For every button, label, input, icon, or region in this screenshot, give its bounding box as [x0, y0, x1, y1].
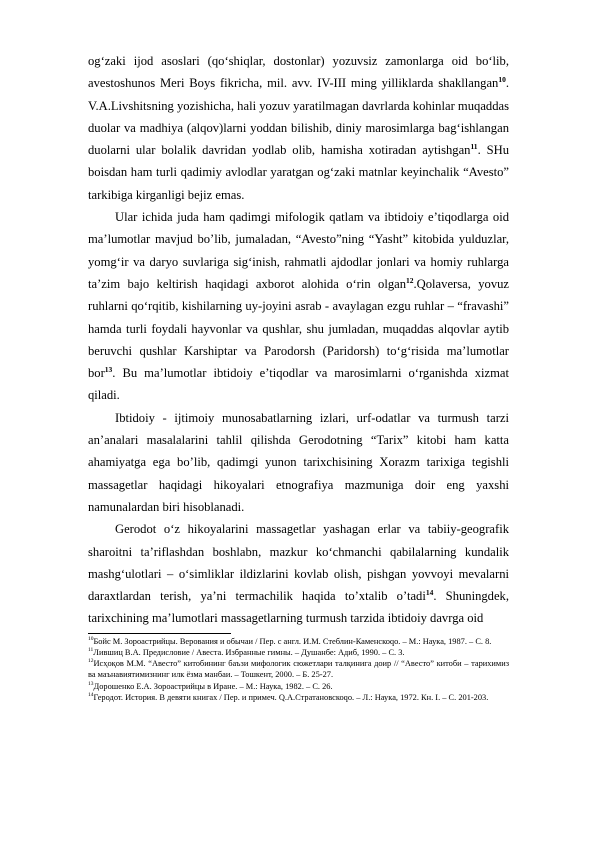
text-run: Ular ichida juda ham qadimgi mifologik qatlam va ibtidoiy e’tiqodlarga oid ma’lumotlar mavjud bo’lib, jumaladan, “Avesto”ning “Yasht” kitobida yulduzlar, yomg‘ir va daryo suvlariga sig‘inish, rahmatli ajdodlar jonlari va homiy ruhlarga ta’zim bajo keltirish haqidagi axborot alohida o‘rin olgan	[88, 210, 509, 291]
paragraph	[88, 50, 509, 206]
footnote-text: Бойс М. Зороастрийцы. Верования и обычаи / Пер. с англ. И.М. Стеблин-Каменскоqo. – М.: Наука, 1987. – С. 8.	[93, 636, 492, 646]
footnote-number: 11	[88, 647, 94, 654]
paragraph	[88, 518, 509, 629]
footnote	[88, 636, 509, 647]
footnote-separator	[88, 633, 231, 634]
footnote-number: 13	[88, 680, 94, 687]
footnote-ref: 12	[406, 275, 414, 285]
text-run: . SHu boisdan ham turli qadimiy avlodlar yaratgan og‘zaki matnlar keyinchalik “Avesto” tarkibiga kirganligi bejiz emas.	[88, 143, 509, 202]
footnote	[88, 692, 509, 703]
text-run: . Shuningdek, tarixchining ma’lumotlari massagetlarning turmush tarzida ibtidoiy davrga oid	[88, 589, 510, 626]
footnote-number: 14	[88, 691, 94, 698]
footnote-text: Лившиц В.А. Предисловие / Авеста. Избранные гимны. – Душанбе: Адиб, 1990. – С. 3.	[93, 647, 405, 657]
footnote-ref: 11	[470, 142, 478, 151]
footnote-text: Геродот. История. В девяти книгах / Пер. и примеч. Q.А.Стратановскоqo. – Л.: Наука, 1972. Кн. I. – С. 201-203.	[93, 692, 489, 702]
footnote-ref: 13	[104, 364, 113, 374]
footnote-ref: 10	[498, 75, 506, 85]
footnote	[88, 681, 509, 692]
paragraph	[88, 407, 509, 518]
document-page	[88, 50, 509, 703]
footnote	[88, 658, 509, 680]
paragraph	[88, 206, 509, 407]
text-run: . Bu ma’lumotlar ibtidoiy e’tiqodlar va marosimlarni o‘rganishda xizmat qiladi.	[88, 366, 509, 403]
text-run: og‘zaki ijod asoslari (qo‘shiqlar, dostonlar) yozuvsiz zamonlarga oid bo‘lib, avestoshunos Meri Boys fikricha, mil. avv. IV-III ming yilliklarda shakllangan	[88, 54, 509, 91]
text-run: Gerodot o‘z hikoyalarini massagetlar yashagan erlar va tabiiy-geografik sharoitni ta’riflashdan boshlabn, mazkur ko‘chmanchi qabilalarning kundalik mashg‘ulotlari – o‘simliklar ildizlarini kovlab olish, pishgan yovvoyi mevalarni daraxtlardan terish, ya’ni termachilik haqida to’xtalib o’tadi	[88, 522, 509, 604]
text-run: .Qolaversa, yovuz ruhlarni qo‘rqitib, kishilarning uy-joyini asrab - avaylagan ezgu ruhlar – “fravashi” hamda turli foydali hayvonlar va qushlar, shu jumladan, muqaddas alqovlar aytib beruvchi qushlar Karshiptar va Parodorsh (Paridorsh) to‘g‘risida ma’lumotlar bor	[88, 276, 510, 381]
footnote-text: Исҳоқов М.М. “Авесто” китобининг баъзи мифологик сюжетлари талқинига доир // “Авесто” китоби – тарихимиз ва маънавиятимизнинг илк ёзма манбаи. – Тошкент, 2000. – Б. 25-27.	[88, 659, 509, 680]
text-run: . V.A.Livshitsning yozishicha, hali yozuv yaratilmagan davrlarda kohinlar muqaddas duolar va madhiya (alqov)larni yoddan bilishib, diniy marosimlarga bag‘ishlangan duolarni ular bolalik davridan yodlab olib, hamisha xotiradan aytishgan	[88, 76, 509, 158]
footnote-ref: 14	[425, 587, 434, 597]
footnote-number: 10	[88, 635, 94, 642]
footnote-number: 12	[88, 658, 94, 665]
text-run: Ibtidoiy - ijtimoiy munosabatlarning izlari, urf-odatlar va turmush tarzi an’analari masalalarini tahlil qilishda Gerodotning “Tarix” kitobi ham katta ahamiyatga ega bo’lib, qadimgi yunon tarixchisining Xorazm tarixiga tegishli massagetlar haqidagi hikoyalari etnografiya mazmuniga doir eng yaxshi namunalardan biri hisoblanadi.	[88, 410, 509, 514]
footnote-text: Дорошенко Е.А. Зороастрийцы в Иране. – М.: Наука, 1982. – С. 26.	[93, 681, 333, 691]
footnote	[88, 647, 509, 658]
footnotes	[88, 636, 509, 703]
body-text	[88, 50, 509, 630]
